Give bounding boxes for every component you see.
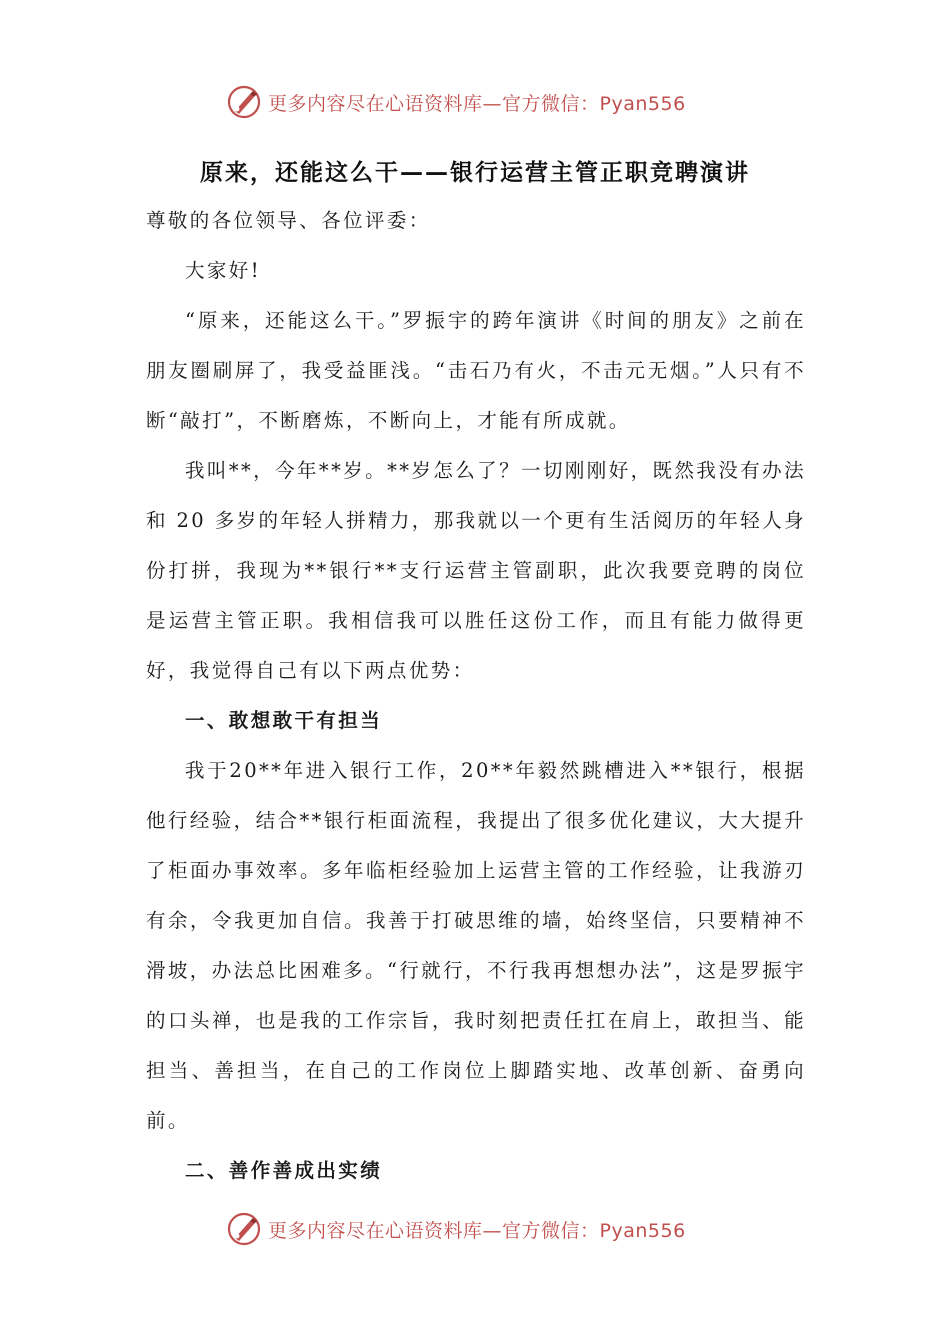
document-title: 原来，还能这么干——银行运营主管正职竞聘演讲 [200, 160, 750, 186]
pen-logo-icon [226, 84, 262, 120]
section-heading: 二、善作善成出实绩 [185, 1159, 383, 1182]
salutation: 尊敬的各位领导、各位评委： [146, 209, 431, 232]
paragraph: 我叫**，今年**岁。**岁怎么了？一切刚刚好，既然我没有办法和 20 多岁的年轻人拼精力，那我就以一个更有生活阅历的年轻人身份打拼，我现为**银行**支行运营主管副职，此次我要竞聘的岗位是运营主管正职。我相信我可以胜任这份工作，而且有能力做得更好，我觉得自己有以下两点优势： [146, 459, 807, 682]
pen-logo-icon [226, 1211, 262, 1247]
paragraph: “原来，还能这么干。”罗振宇的跨年演讲《时间的朋友》之前在朋友圈刷屏了，我受益匪浅。“击石乃有火，不击元无烟。”人只有不断“敲打”，不断磨炼，不断向上，才能有所成就。 [146, 309, 806, 432]
section-heading: 一、敢想敢干有担当 [185, 709, 383, 732]
document-body [146, 196, 806, 1196]
footer-watermark-banner [226, 1209, 746, 1249]
watermark-text: 更多内容尽在心语资料库—官方微信：Pyan556 [268, 1219, 686, 1242]
watermark-text: 更多内容尽在心语资料库—官方微信：Pyan556 [268, 92, 686, 115]
header-watermark-banner [226, 82, 746, 122]
greeting: 大家好! [185, 259, 261, 282]
paragraph: 我于20**年进入银行工作，20**年毅然跳槽进入**银行，根据他行经验，结合**银行柜面流程，我提出了很多优化建议，大大提升了柜面办事效率。多年临柜经验加上运营主管的工作经验，让我游刃有余，令我更加自信。我善于打破思维的墙，始终坚信，只要精神不滑坡，办法总比困难多。“行就行，不行我再想想办法”，这是罗振宇的口头禅，也是我的工作宗旨，我时刻把责任扛在肩上，敢担当、能担当、善担当，在自己的工作岗位上脚踏实地、改革创新、奋勇向前。 [146, 759, 806, 1132]
